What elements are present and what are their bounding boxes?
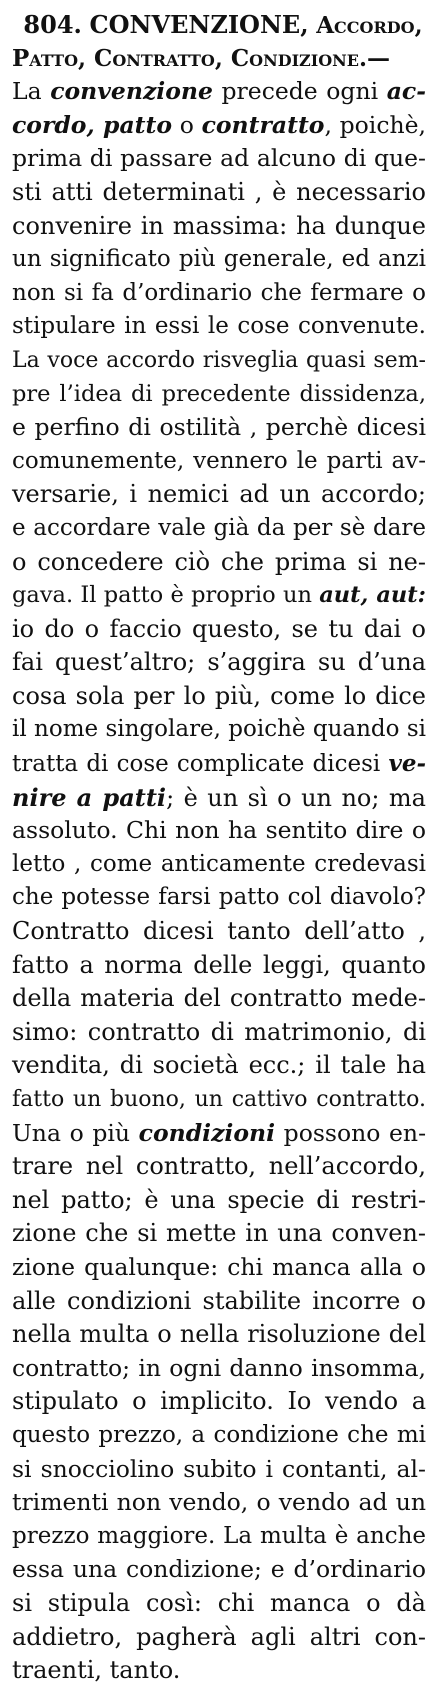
text-line (12, 1150, 426, 1184)
entry-synonyms-line (12, 42, 426, 76)
text-line (12, 1117, 426, 1151)
text-segment: traenti, tanto. (12, 1656, 181, 1685)
text-segment: cosa sola per lo più, come lo dice (12, 681, 426, 710)
text-segment: o concedere ciò che prima si ne- (12, 547, 426, 576)
text-segment: trare nel contratto, nell’accordo, (12, 1152, 426, 1181)
text-line (12, 814, 426, 848)
text-segment: contratto; in ogni danno insomma, (12, 1353, 426, 1382)
text-segment: precede ogni (212, 77, 387, 106)
text-segment: o (172, 110, 202, 139)
text-segment: ; è un sì o un no; ma (166, 783, 426, 812)
text-line (12, 445, 426, 479)
text-line (12, 176, 426, 210)
entry-number: 804. (23, 10, 82, 39)
italic-term: convenzione (50, 77, 213, 106)
text-line (12, 848, 426, 882)
italic-term: condizioni (138, 1118, 276, 1147)
text-segment: prezzo maggiore. La multa è anche (12, 1522, 426, 1549)
text-segment: e perfino di ostilità , perchè dicesi (12, 413, 426, 442)
text-segment: La (12, 77, 51, 106)
text-segment: fatto un buono, un cattivo contratto. (12, 1087, 426, 1112)
text-segment: Una o più (12, 1118, 139, 1147)
text-segment: non si fa d’ordinario che fermare o (12, 279, 426, 306)
text-line (12, 646, 426, 680)
text-line (12, 1049, 426, 1083)
text-line (12, 109, 426, 143)
dictionary-entry (12, 8, 426, 1688)
text-segment: pre l’idea di precedente dissidenza, (12, 380, 426, 407)
text-line (12, 546, 426, 580)
text-segment: convenire in massima: ha dunque (12, 211, 426, 240)
text-line (12, 1217, 426, 1251)
text-segment: della materia del contratto mede- (12, 984, 426, 1013)
text-segment: si stipula così: chi manca o dà (12, 1588, 426, 1617)
text-segment: addietro, pagherà agli altri con- (12, 1622, 426, 1651)
text-segment: fatto a norma delle leggi, quanto (12, 950, 426, 979)
text-segment: nella multa o nella risoluzione del (12, 1320, 426, 1349)
text-line (12, 881, 426, 915)
text-segment: Contratto dicesi tanto dell’atto , (12, 917, 426, 946)
text-line (12, 243, 426, 277)
entry-heading-line (12, 8, 426, 42)
text-segment: stipulato o implicito. Io vendo a (12, 1387, 426, 1416)
text-segment: nel patto; è una specie di restri- (12, 1185, 426, 1214)
text-segment: comunemente, vennero le parti av- (12, 447, 426, 474)
entry-headword: CONVENZIONE, (89, 10, 309, 39)
text-segment: possono en- (275, 1118, 427, 1147)
text-line (12, 1621, 426, 1655)
text-line (12, 277, 426, 311)
text-line (12, 915, 426, 949)
text-segment: sti atti determinati , è necessario (12, 177, 426, 206)
text-line (12, 478, 426, 512)
entry-body (12, 75, 426, 1688)
text-segment: trimenti non vendo, o vendo ad un (12, 1488, 426, 1517)
text-line (12, 1419, 426, 1453)
text-line (12, 1486, 426, 1520)
text-line (12, 1587, 426, 1621)
text-line (12, 1184, 426, 1218)
text-segment: , poichè, (324, 110, 426, 139)
text-segment: assoluto. Chi non ha sentito dire o (12, 816, 426, 845)
text-segment: fai quest’altro; s’aggira su d’una (12, 648, 426, 677)
text-segment: prima di passare ad alcuno di que- (12, 144, 426, 173)
text-line (12, 1553, 426, 1587)
text-segment: versarie, i nemici ad un accordo; (12, 480, 426, 509)
text-segment: e accordare vale già da per sè dare (12, 514, 426, 541)
text-segment: tratta di cose complicate dicesi (12, 751, 389, 778)
text-segment: io do o faccio questo, se tu dai o (12, 614, 426, 643)
text-segment: simo: contratto di matrimonio, di (12, 1017, 426, 1046)
text-segment: il nome singolare, poichè quando si (12, 716, 426, 743)
text-line (12, 1453, 426, 1487)
text-line (12, 949, 426, 983)
italic-term: cordo, patto (12, 110, 173, 139)
text-line (12, 1385, 426, 1419)
text-line (12, 1654, 426, 1688)
text-line (12, 982, 426, 1016)
italic-term: aut, aut: (319, 582, 426, 609)
text-line (12, 747, 426, 781)
text-segment: un significato più generale, ed anzi (12, 246, 426, 273)
text-segment: alle condizioni stabilite incorre o (12, 1286, 426, 1315)
text-segment: che potesse farsi patto col diavolo? (12, 884, 426, 911)
text-segment: letto , come anticamente credevasi (12, 850, 426, 877)
italic-term: nire a patti (12, 782, 167, 812)
text-segment: stipulare in essi le cose convenute. (12, 313, 426, 340)
entry-synonym-accordo: Accordo, (316, 12, 423, 39)
text-line (12, 411, 426, 445)
italic-term: contratto (201, 110, 325, 139)
text-segment: gava. Il patto è proprio un (12, 582, 320, 609)
text-line (12, 512, 426, 546)
text-line (12, 781, 426, 815)
text-line (12, 310, 426, 344)
text-line (12, 378, 426, 412)
text-line (12, 579, 426, 613)
text-line (12, 713, 426, 747)
italic-term: ac- (386, 77, 426, 106)
text-segment: zione qualunque: chi manca alla o (12, 1252, 426, 1281)
text-line (12, 1016, 426, 1050)
italic-term: ve- (388, 750, 426, 778)
text-segment: zione che si mette in una conven- (12, 1219, 426, 1248)
text-segment: si snocciolino subito i contanti, al- (12, 1454, 426, 1483)
text-line (12, 1285, 426, 1319)
text-line (12, 1520, 426, 1554)
text-segment: vendita, di società ecc.; il tale ha (12, 1051, 426, 1080)
text-segment: essa una condizione; e d’ordinario (12, 1555, 426, 1584)
text-line (12, 75, 426, 109)
entry-synonyms: Patto, Contratto, Condizione.— (12, 44, 390, 72)
text-line (12, 210, 426, 244)
text-segment: La voce accordo risveglia quasi sem- (12, 347, 426, 373)
text-line (12, 1251, 426, 1285)
text-line (12, 142, 426, 176)
text-line (12, 680, 426, 714)
text-line (12, 613, 426, 647)
text-line (12, 344, 426, 378)
text-line (12, 1083, 426, 1117)
text-line (12, 1352, 426, 1386)
text-segment: questo prezzo, a condizione che mi (12, 1421, 426, 1448)
text-line (12, 1318, 426, 1352)
